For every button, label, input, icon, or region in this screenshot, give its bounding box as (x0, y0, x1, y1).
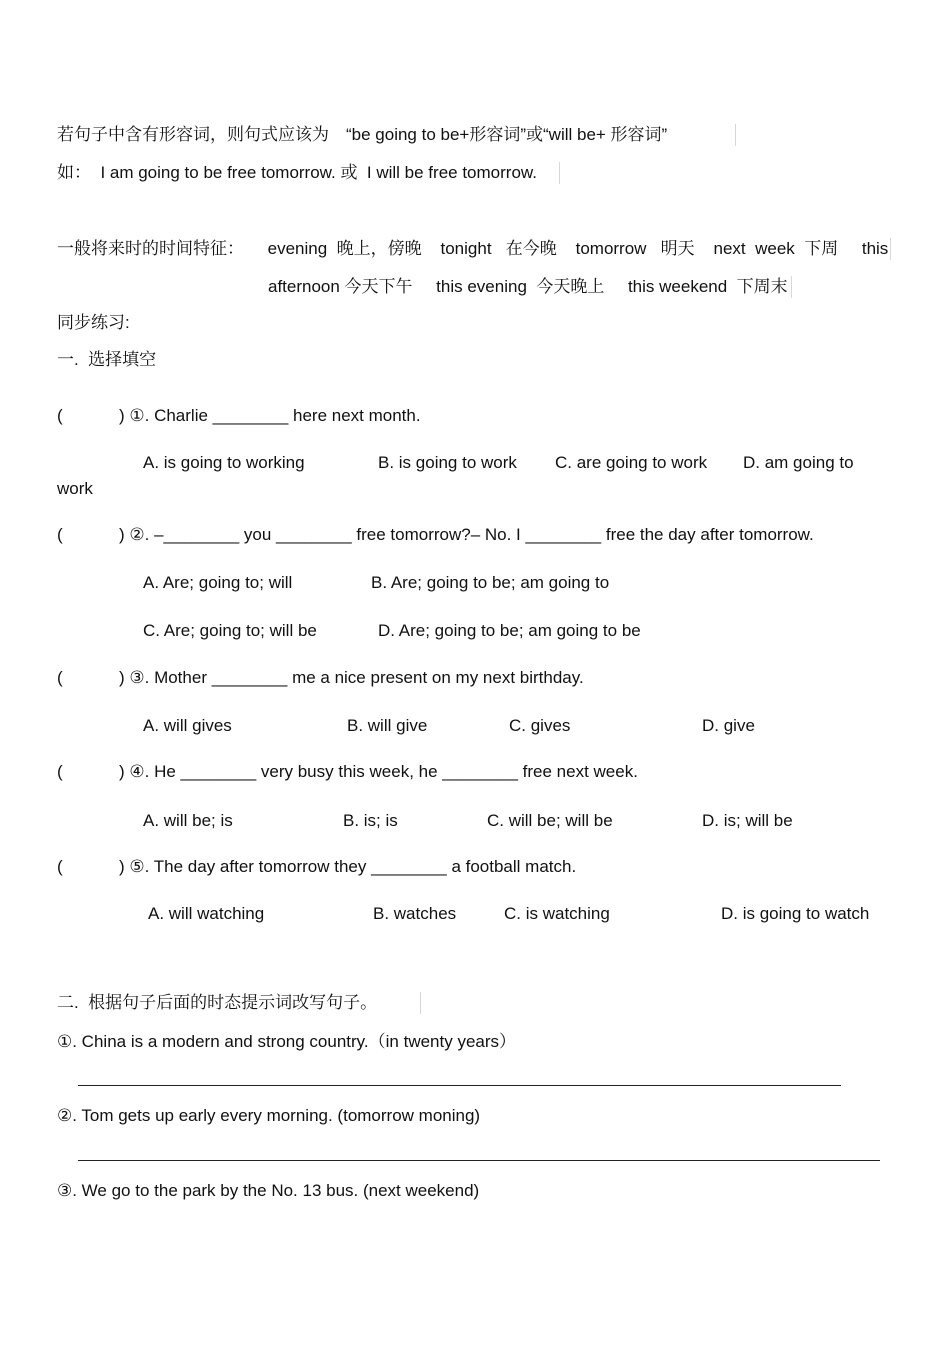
answer-paren-q4: ( (57, 762, 63, 781)
q5-option-d: D. is going to watch (721, 904, 870, 923)
q3-option-d: D. give (702, 716, 755, 735)
text-frame-edge (420, 992, 421, 1014)
section-2-title: 二. 根据句子后面的时态提示词改写句子。 (57, 993, 378, 1012)
q1-option-b: B. is going to work (378, 453, 517, 472)
answer-paren-q2: ( (57, 525, 63, 544)
q4-option-b: B. is; is (343, 811, 398, 830)
answer-paren-q5: ( (57, 857, 63, 876)
time-features-line-1: 一般将来时的时间特征： evening 晚上，傍晚 tonight 在今晚 tomorrow 明天 next week 下周 this (57, 239, 889, 258)
rewrite-sentence-2: ②. Tom gets up early every morning. (tomorrow moning) (57, 1106, 481, 1125)
question-5-stem: ) ⑤. The day after tomorrow they ________ a football match. (119, 857, 577, 876)
q3-option-a: A. will gives (143, 716, 232, 735)
text-frame-edge (559, 162, 560, 184)
answer-paren-q3: ( (57, 668, 63, 687)
text-frame-edge (791, 276, 792, 298)
q3-option-b: B. will give (347, 716, 428, 735)
q1-option-c: C. are going to work (555, 453, 708, 472)
q2-option-b: B. Are; going to be; am going to (371, 573, 610, 592)
q5-option-b: B. watches (373, 904, 457, 923)
practice-title: 同步练习: (57, 313, 130, 332)
time-features-line-2: afternoon 今天下午 this evening 今天晚上 this weekend 下周末 (268, 277, 788, 296)
q4-option-d: D. is; will be (702, 811, 793, 830)
q4-option-a: A. will be; is (143, 811, 233, 830)
q5-option-c: C. is watching (504, 904, 610, 923)
q1-option-d: D. am going to (743, 453, 854, 472)
section-1-title: 一. 选择填空 (57, 350, 157, 369)
q2-option-d: D. Are; going to be; am going to be (378, 621, 641, 640)
q3-option-c: C. gives (509, 716, 571, 735)
question-3-stem: ) ③. Mother ________ me a nice present on my next birthday. (119, 668, 584, 687)
text-frame-edge (890, 238, 891, 260)
text-frame-edge (735, 124, 736, 146)
answer-line-2[interactable] (78, 1160, 880, 1161)
answer-paren-q1: ( (57, 406, 63, 425)
rewrite-sentence-1: ①. China is a modern and strong country.（in twenty years） (57, 1032, 517, 1051)
example-sentence: 如： I am going to be free tomorrow. 或 I will be free tomorrow. (57, 163, 537, 182)
q1-option-d-continued: work (57, 479, 93, 498)
q2-option-a: A. Are; going to; will (143, 573, 293, 592)
q1-option-a: A. is going to working (143, 453, 305, 472)
q5-option-a: A. will watching (148, 904, 265, 923)
question-2-stem: ) ②. –________ you ________ free tomorrow?– No. I ________ free the day after tomorrow. (119, 525, 814, 544)
question-1-stem: ) ①. Charlie ________ here next month. (119, 406, 421, 425)
rewrite-sentence-3: ③. We go to the park by the No. 13 bus. (next weekend) (57, 1181, 480, 1200)
adjective-rule-text: 若句子中含有形容词，则句式应该为 “be going to be+形容词”或“will be+ 形容词” (57, 125, 668, 144)
answer-line-1[interactable] (78, 1085, 841, 1086)
q2-option-c: C. Are; going to; will be (143, 621, 317, 640)
question-4-stem: ) ④. He ________ very busy this week, he ________ free next week. (119, 762, 638, 781)
q4-option-c: C. will be; will be (487, 811, 613, 830)
